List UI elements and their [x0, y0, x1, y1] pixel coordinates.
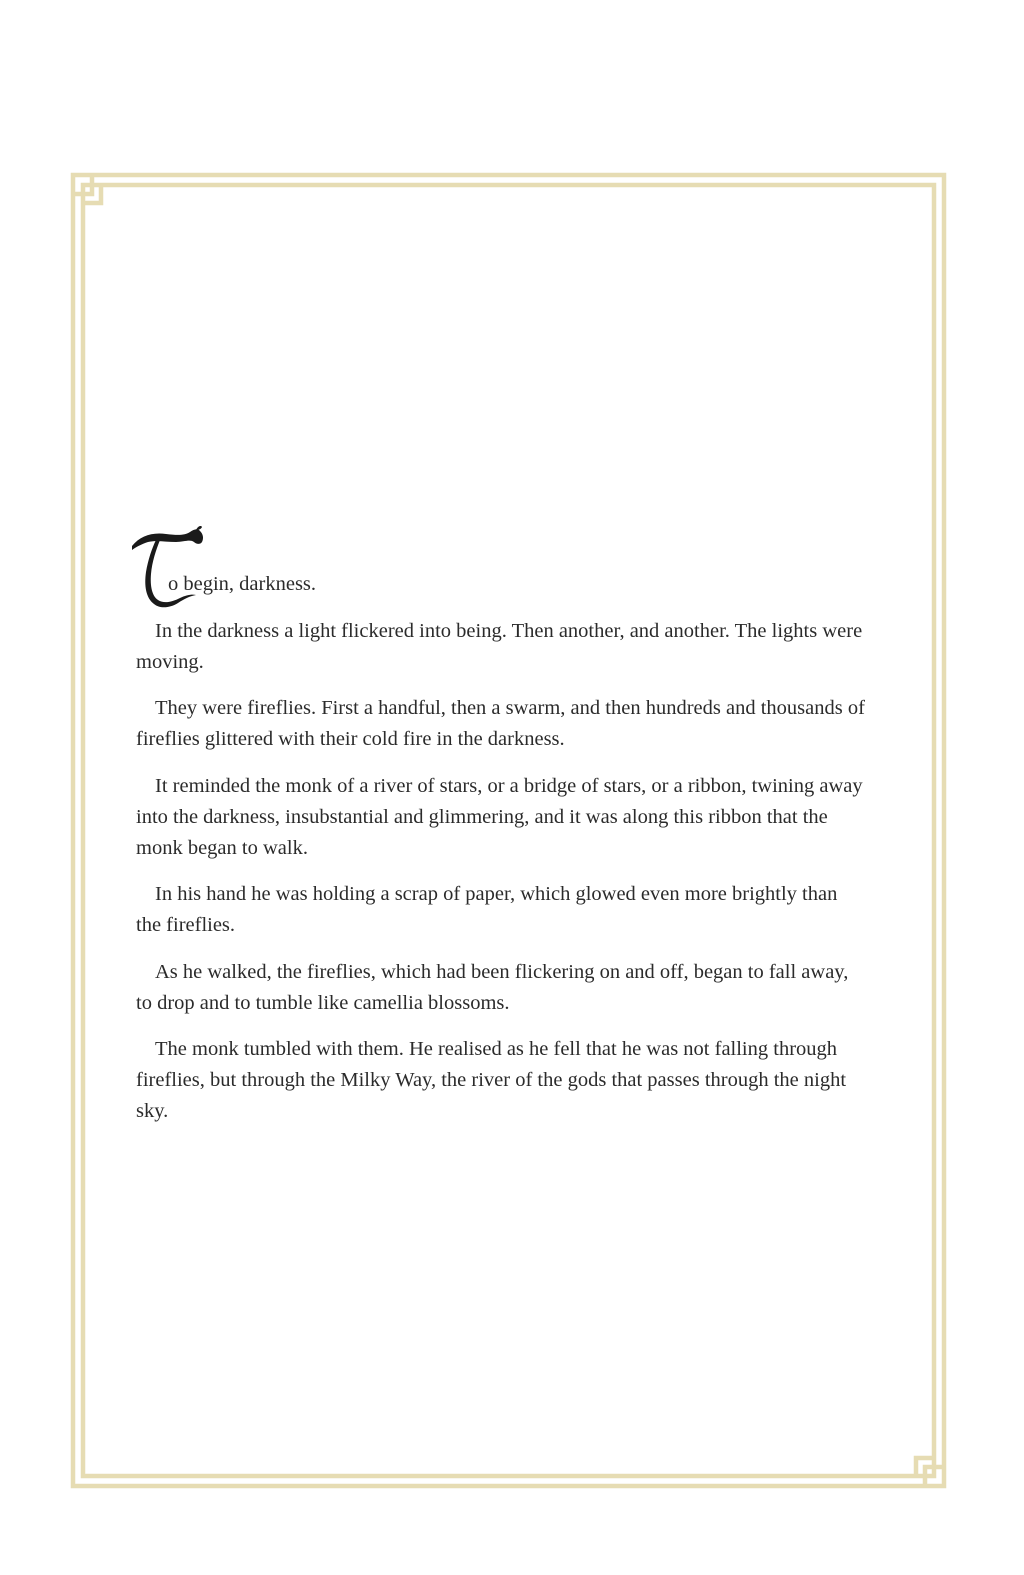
paragraph-1: In the darkness a light flickered into being. Then another, and another. The lights were moving.	[136, 619, 863, 673]
story-text	[136, 530, 866, 1143]
paragraph-4: In his hand he was holding a scrap of paper, which glowed even more brightly than the fireflies.	[136, 883, 838, 936]
opening-line	[136, 569, 866, 600]
opening-text: o begin, darkness.	[168, 573, 317, 595]
paragraph-5: As he walked, the fireflies, which had been flickering on and off, began to fall away, to drop and to tumble like camellia blossoms.	[136, 960, 849, 1014]
calligraphic-t-icon	[130, 524, 206, 614]
paragraph-2: They were fireflies. First a handful, then a swarm, and then hundreds and thousands of fireflies glittered with their cold fire in the darkness.	[136, 697, 865, 750]
paragraph-3: It reminded the monk of a river of stars, or a bridge of stars, or a ribbon, twining away into the darkness, insubstantial and glimmering, and it was along this ribbon that the monk began to walk.	[136, 774, 863, 859]
paragraph-6: The monk tumbled with them. He realised as he fell that he was not falling through fireflies, but through the Milky Way, the river of the gods that passes through the night sky.	[136, 1038, 847, 1122]
